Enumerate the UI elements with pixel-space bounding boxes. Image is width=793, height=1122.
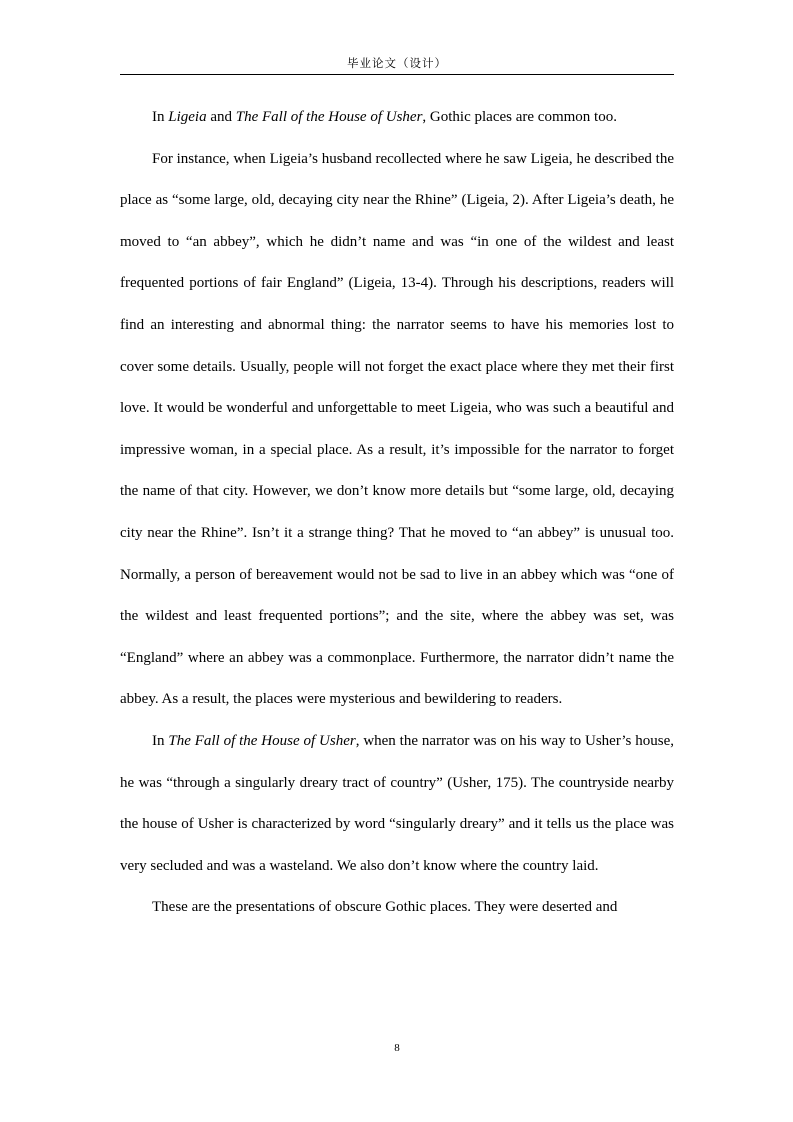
paragraph <box>120 139 674 721</box>
paragraph <box>120 721 674 887</box>
text-run: , Gothic places are common too. <box>422 109 617 125</box>
text-run: In <box>152 732 169 749</box>
italic-title-usher: The Fall of the House of Usher <box>235 109 423 125</box>
header-rule <box>120 74 674 75</box>
paragraph <box>120 97 674 139</box>
italic-title-ligeia: Ligeia <box>168 109 207 125</box>
text-run: In <box>152 109 169 125</box>
text-run: and <box>206 109 236 125</box>
text-run: These are the presentations of obscure Gothic places. They were deserted and <box>152 899 618 916</box>
italic-title-usher: The Fall of the House of Usher <box>168 732 356 749</box>
text-run: For instance, when Ligeia’s husband recollected where he saw Ligeia, he described the place as “some large, old, decaying city near the Rhine” (Ligeia, 2). After Ligeia’s death, he moved to “an abbey”, which he didn’t name and was “in one of the wildest and least frequented portions of fair England” (Ligeia, 13-4). Through his descriptions, readers will find an interesting and abnormal thing: the narrator seems to have his memories lost to cover some details. Usually, people will not forget the exact place where they met their first love. It would be wonderful and unforgettable to meet Ligeia, who was such a beautiful and impressive woman, in a special place. As a result, it’s impossible for the narrator to forget the name of that city. However, we don’t know more details but “some large, old, decaying city near the Rhine”. Isn’t it a strange thing? That he moved to “an abbey” is unusual too. Normally, a person of bereavement would not be sad to live in an abbey which was “one of the wildest and least frequented portions”; and the site, where the abbey was set, was “England” where an abbey was a commonplace. Furthermore, the narrator didn’t name the abbey. As a result, the places were mysterious and bewildering to readers. <box>120 150 674 708</box>
running-header: 毕业论文（设计） <box>347 56 447 70</box>
page-number: 8 <box>394 1042 400 1054</box>
paragraph <box>120 887 674 929</box>
body-text <box>120 97 674 929</box>
text-run: , when the narrator was on his way to Usher’s house, he was “through a singularly dreary tract of country” (Usher, 175). The countryside nearby the house of Usher is characterized by word “singularly dreary” and it tells us the place was very secluded and was a wasteland. We also don’t know where the country laid. <box>120 732 674 874</box>
